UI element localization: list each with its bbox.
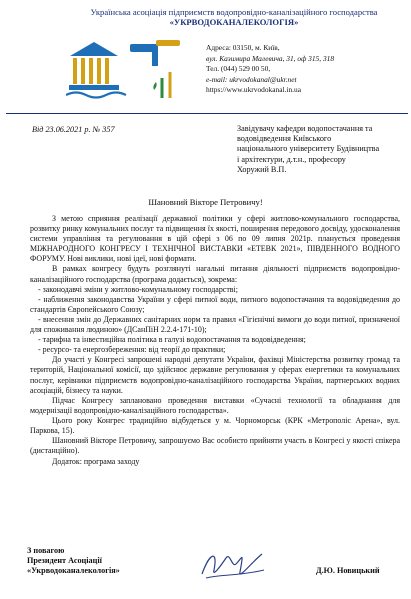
attachment-note: Додаток: програма заходу [52,457,140,467]
signer-title: Президент Асоціації [27,556,102,566]
addressee-line: Завідувачу кафедри водопостачання та [237,124,373,133]
body-paragraph: З метою сприяння реалізації державної політики у сфері житлово-комунального господарства, розвитку ринку комунальних послуг та підвищення їх якості, поширення передового досвіду, удосконалення системи управління та регулювання в цій сфері з 06 по 09 липня 2021р. планується проведення МІЖНАРОДНОГО КОНГРЕСУ І ТЕХНІЧНОЇ ВИСТАВКИ «ЕТЕВК 2021», ПІВДЕННОГО ВОДНОГО ФОРУМУ. Нові виклики, нові ідеї, нові формати. [30,214,400,264]
phone-line: Тел. (044) 529 00 50, [206,64,271,73]
signer-organization: «Укрводоканалекологія» [27,566,120,576]
closing-block [27,546,120,577]
org-name-line: Українська асоціація підприємств водопровідно-каналізаційного господарства [90,7,378,17]
addressee-line: Хоружий В.П. [237,164,287,174]
body-paragraph: Шановний Вікторе Петровичу, запрошуємо Вас особисто прийняти участь в Конгресі у якості спікера (дистанційно). [30,436,400,456]
building-columns-icon [69,42,119,90]
email-line[interactable]: e-mail: ukrvodokanal@ukr.net [206,74,297,84]
signer-name: Д.Ю. Новицький [316,566,380,575]
addressee-line: водовідведення Київського [237,134,332,144]
addressee-line: національного університету Будівництва [237,144,380,154]
street-line: вул. Казимира Малевича, 31, оф 315, 318 [206,53,335,63]
contact-block [206,43,334,96]
org-header [62,7,406,27]
agenda-item: - ресурсо- та енергозбереження: від теорії до практики; [38,345,226,355]
body-paragraph: Цього року Конгрес традиційно відбудеться у м. Чорноморськ (КРК «Метрополіс Арена», вул. Паркова, 15). [30,415,400,435]
body-paragraph: Підчас Конгресу заплановано проведення виставки «Сучасні технології та обладнання для модернізації водопровідно-каналізаційного господарства». [30,395,400,415]
agenda-item: - наближення законодавства України у сфері питної води, питного водопостачання та водовідведення до стандартів Європейського Союзу; [30,294,400,314]
header-divider [6,113,408,114]
letter-body [30,214,400,467]
closing-line: З повагою [27,546,65,555]
handwritten-signature [196,544,268,584]
body-paragraph: В рамках конгресу будуть розглянуті нагальні питання діяльності підприємств водопровідно-каналізаційного господарства (програма додається), зокрема: [30,264,400,284]
agenda-item: - тарифна та інвестиційна політика в галузі водопостачання та водовідведення; [38,335,306,345]
body-paragraph: До участі у Конгресі запрошені народні депутати України, фахівці Міністерства розвитку громад та територій, Національної комісії, що здійснює державне регулювання у сферах енергетики та комунальних послуг, керівники підприємств водопровідно-каналізаційного господарства України, партнерських водних асоціацій, бізнесу та науки. [30,355,400,395]
website-link[interactable]: https://www.ukrvodokanal.in.ua [206,85,301,94]
document-reference: Від 23.06.2021 р. № 357 [32,125,115,134]
agenda-item: - законодавчі зміни у житлово-комунальному господарстві; [38,284,238,294]
salutation: Шановний Вікторе Петровичу! [148,197,263,207]
faucet-tap-icon [130,40,180,98]
addressee-line: і архітектури, д.т.н., професору [237,154,346,164]
addressee-block [237,124,405,175]
org-brand-name: «УКРВОДОКАНАЛЕКОЛОГІЯ» [169,17,299,27]
agenda-item: - внесення змін до Державних санітарних норм та правил «Гігієнічні вимоги до води питної, призначеної для споживання людиною» (ДСанПіН 2.2.4-171-10); [30,314,400,335]
association-logo [66,38,192,100]
water-wave-icon [66,93,126,98]
address-line: Адреса: 03150, м. Київ, [206,43,280,52]
